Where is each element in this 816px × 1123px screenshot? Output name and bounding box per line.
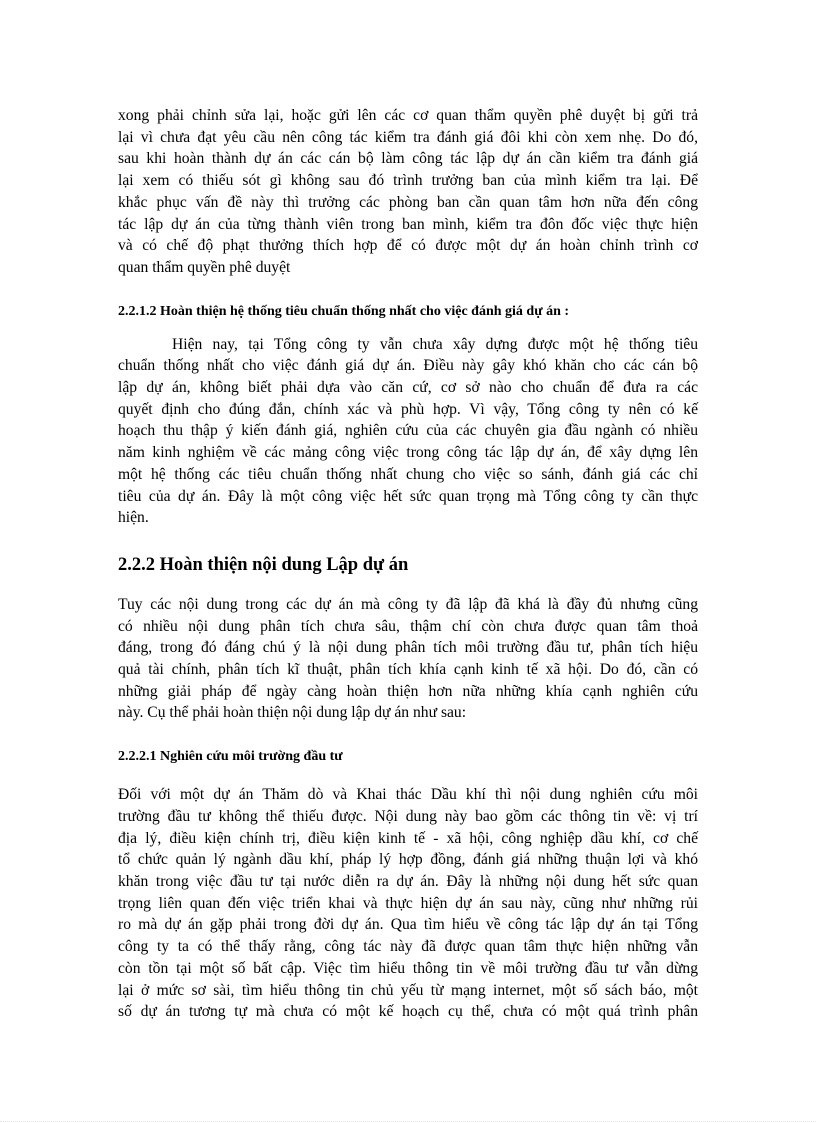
text-line: quyết định cho đúng đắn, chính xác và phù hợp. Vì vậy, Tổng công ty nên có kế	[118, 400, 698, 418]
text-line: số dự án tương tự mà chưa có một kế hoạch cụ thể, chưa có một quá trình phân	[118, 1003, 698, 1021]
document-page	[118, 100, 698, 1023]
text-line: trường đầu tư không thể thiếu được. Nội dung này bao gồm các thông tin về: vị trí	[118, 807, 698, 825]
text-line: năm kinh nghiệm về các mảng công việc trong công tác lập dự án, để xây dựng lên	[118, 444, 698, 462]
text-line: Hiện nay, tại Tổng công ty vẫn chưa xây dựng được một hệ thống tiêu	[172, 335, 698, 353]
text-line: và có chế độ phạt thưởng thích hợp để có được một dự án hoàn chỉnh trình cơ	[118, 237, 698, 255]
text-line: Đối với một dự án Thăm dò và Khai thác Dầu khí thì nội dung nghiên cứu môi	[118, 786, 698, 804]
paragraph-moi-truong-dau-tu	[118, 784, 698, 1023]
paragraph-kiem-tra-danh-gia	[118, 105, 698, 279]
text-line: Tuy các nội dung trong các dự án mà công ty đã lập đã khá là đầy đủ nhưng cũng	[118, 595, 698, 613]
text-line: lại vì chưa đạt yêu cầu nên công tác kiểm tra đánh giá đôi khi còn xem nhẹ. Do đó,	[118, 128, 698, 146]
text-line: tiêu của dự án. Đây là một công việc hết sức quan trọng mà Tổng công ty cần thực	[118, 487, 698, 505]
text-line: tác lập dự án của từng thành viên trong ban mình, kiểm tra đôn đốc việc thực hiện	[118, 215, 698, 233]
text-line: quan thẩm quyền phê duyệt	[118, 258, 291, 276]
text-line: những giải pháp để ngày càng hoàn thiện hơn nữa những khía cạnh nghiên cứu	[118, 682, 698, 700]
text-line: lập dự án, không biết phải dựa vào căn cứ, cơ sở nào cho chuẩn để đưa ra các	[118, 379, 698, 397]
text-line: quả tài chính, phân tích kĩ thuật, phân tích khía cạnh kinh tế xã hội. Do đó, cần có	[118, 661, 698, 679]
paragraph-tieu-chuan-thong-nhat	[118, 334, 698, 529]
text-line: trọng liên quan đến việc triển khai và thực hiện dự án sau này, cũng như những rủi	[118, 894, 698, 912]
text-line: lại ở mức sơ sài, tìm hiểu thông tin chủ yếu từ mạng internet, một số sách báo, một	[118, 981, 698, 999]
text-line: lại xem có thiếu sót gì không sau đó trình trưởng ban của mình kiểm tra lại. Để	[118, 172, 698, 190]
text-line: địa lý, điều kiện chính trị, điều kiện kinh tế - xã hội, công nghiệp dầu khí, cơ chế	[118, 829, 698, 847]
text-line: xong phải chỉnh sửa lại, hoặc gửi lên các cơ quan thẩm quyền phê duyệt bị gửi trả	[118, 107, 698, 124]
text-line: sau khi hoàn thành dự án các cán bộ làm công tác lập dự án cần kiểm tra đánh giá	[118, 150, 698, 168]
text-line: chuẩn thống nhất cho việc đánh giá dự án. Điều này gây khó khăn cho các cán bộ	[118, 357, 698, 375]
text-line: khăn trong việc đầu tư tại nước diễn ra dự án. Đây là những nội dung hết sức quan	[118, 872, 698, 890]
text-line: ro mà dự án gặp phải trong đời dự án. Qua tìm hiểu về công tác lập dự án tại Tổng	[118, 916, 698, 934]
section-heading-2-2-1-2: 2.2.1.2 Hoàn thiện hệ thống tiêu chuẩn thống nhất cho việc đánh giá dự án :	[118, 303, 570, 319]
text-line: còn tồn tại một số bất cập. Việc tìm hiểu thông tin về môi trường đầu tư vẫn dừng	[118, 959, 698, 977]
text-line: đáng, trong đó đáng chú ý là nội dung phân tích môi trường đầu tư, phân tích hiệu	[118, 639, 698, 657]
text-line: có nhiều nội dung phân tích chưa sâu, thậm chí còn chưa được quan tâm thoả	[118, 617, 698, 635]
section-heading-2-2-2-1: 2.2.2.1 Nghiên cứu môi trường đầu tư	[118, 749, 343, 765]
text-line: tổ chức quản lý ngành dầu khí, pháp lý hợp đồng, đánh giá những thuận lợi và khó	[118, 851, 698, 869]
text-line: khắc phục vấn đề này thì trưởng các phòng ban cần quan tâm hơn nữa đến công	[118, 193, 698, 211]
text-line: này. Cụ thể phải hoàn thiện nội dung lập dự án như sau:	[118, 704, 467, 722]
text-line: hoạch thu thập ý kiến đánh giá, nghiên cứu của các chuyên gia đầu ngành có nhiều	[118, 422, 698, 440]
text-line: một hệ thống các tiêu chuẩn thống nhất chung cho việc so sánh, đánh giá các chỉ	[118, 465, 698, 483]
section-heading-2-2-2: 2.2.2 Hoàn thiện nội dung Lập dự án	[118, 554, 409, 575]
paragraph-noi-dung-lap-du-an	[118, 594, 698, 724]
text-line: hiện.	[118, 509, 149, 527]
text-line: công ty ta có thể thấy rằng, công tác này đã được quan tâm thực hiện những vẫn	[118, 938, 698, 956]
